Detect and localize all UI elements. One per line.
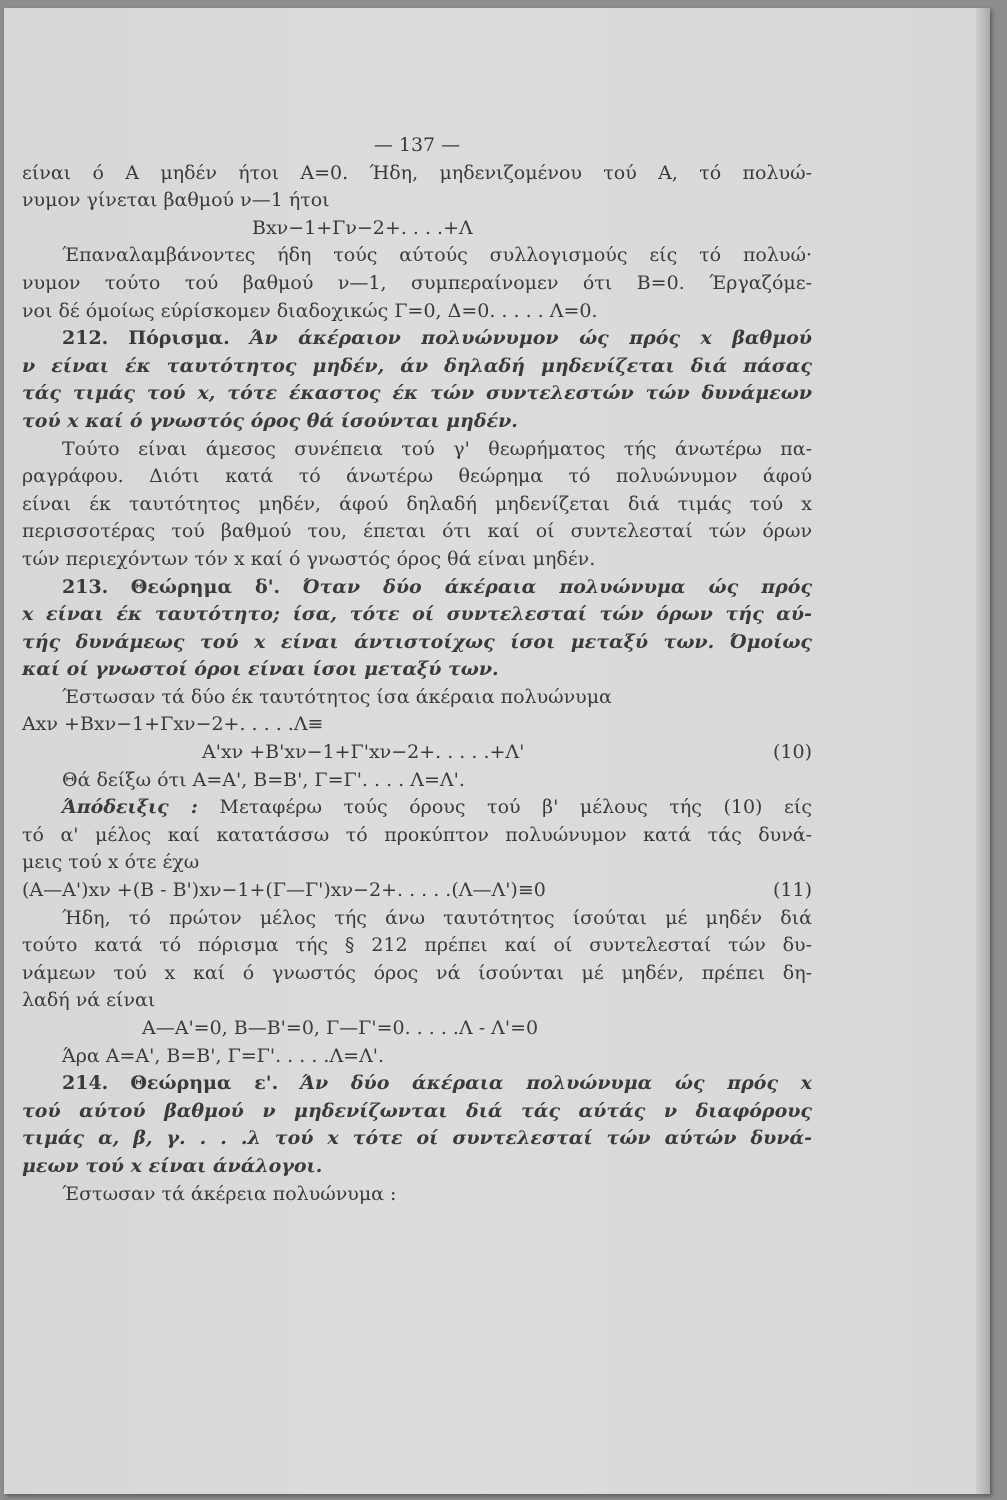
text-line: είναι ό Α μηδέν ήτοι Α=0. Ήδη, μηδενιζομένου τού Α, τό πολυώ-	[22, 161, 812, 184]
theorem-line: τής δυνάμεως τού x είναι άντιστοίχως ίσοι μεταξύ των. Όμοίως	[22, 630, 812, 653]
equation-number: (10)	[772, 741, 812, 764]
proof-label: Άπόδειξις :	[62, 796, 198, 819]
text-line: Έπαναλαμβάνοντες ήδη τούς αύτούς συλλογισμούς είς τό πολυώ·	[62, 244, 812, 267]
equation-line-2	[22, 739, 812, 767]
theorem-text: Άν δύο άκέραια πολυώνυμα ώς πρός x	[300, 1072, 812, 1095]
theorem-line: τού αύτού βαθμού ν μηδενίζωνται διά τάς αύτάς ν διαφόρους	[22, 1099, 812, 1122]
text-line: Τούτο είναι άμεσος συνέπεια τού γ' θεωρήματος τής άνωτέρω πα-	[62, 437, 812, 460]
text-line: Έστωσαν τά άκέρεια πολυώνυμα :	[62, 1182, 397, 1205]
section-214-heading	[22, 1070, 812, 1098]
claim-line: Θά δείξω ότι Α=Α', Β=Β', Γ=Γ'. . . . Λ=Λ'.	[62, 768, 465, 791]
theorem-line: τού x καί ό γνωστός όρος θά ίσούνται μηδέν.	[22, 409, 518, 432]
section-212-heading	[22, 325, 812, 353]
formula-line: Βxν−1+Γν−2+. . . .+Λ	[252, 216, 473, 239]
text-line: τό α' μέλος καί κατατάσσω τό προκύπτον πολυώνυμον κατά τάς δυνά-	[22, 823, 812, 846]
text-line: νυμον γίνεται βαθμού ν—1 ήτοι	[22, 189, 330, 212]
page-text	[22, 133, 812, 1208]
theorem-text: Όταν δύο άκέραια πολυώνυμα ώς πρός	[302, 575, 813, 598]
conclusion-line: Άρα Α=Α', Β=Β', Γ=Γ'. . . . .Λ=Λ'.	[62, 1044, 385, 1067]
proof-text: Μεταφέρω τούς όρους τού β' μέλους τής (10) είς	[219, 796, 812, 819]
section-label: Πόρισμα.	[128, 327, 230, 350]
theorem-line: καί οί γνωστοί όροι είναι ίσοι μεταξύ των.	[22, 658, 499, 681]
text-line: νυμον τούτο τού βαθμού ν—1, συμπεραίνομεν ότι Β=0. Έργαζόμε-	[22, 271, 812, 294]
section-number: 212.	[62, 327, 109, 350]
text-line: Έστωσαν τά δύο έκ ταυτότητος ίσα άκέραια πολυώνυμα	[62, 685, 612, 708]
section-number: 214.	[62, 1072, 109, 1095]
theorem-line: μεων τού x είναι άνάλογοι.	[22, 1154, 323, 1177]
equation: Α'xν +Β'xν−1+Γ'xν−2+. . . . .+Λ'	[202, 741, 525, 764]
equation: (Α—Α')xν +(Β - Β')xν−1+(Γ—Γ')xν−2+. . . . .(Λ—Λ')≡0	[22, 879, 546, 902]
section-number: 213.	[62, 575, 109, 598]
theorem-line: τιμάς α, β, γ. . . .λ τού x τότε οί συντελεσταί τών αύτών δυνά-	[22, 1127, 812, 1150]
section-label: Θεώρημα ε'.	[130, 1072, 279, 1095]
proof-line	[22, 794, 812, 822]
text-line: περισσοτέρας τού βαθμού του, έπεται ότι καί οί συντελεσταί τών όρων	[22, 520, 812, 543]
text-line: νοι δέ όμοίως εύρίσκομεν διαδοχικώς Γ=0, Δ=0. . . . . Λ=0.	[22, 299, 598, 322]
theorem-line: x είναι έκ ταυτότητο; ίσα, τότε οί συντελεσταί τών όρων τής αύ-	[22, 603, 812, 626]
text-line: τούτο κατά τό πόρισμα τής § 212 πρέπει καί οί συντελεσταί τών δυ-	[22, 934, 812, 957]
text-line: είναι έκ ταυτότητος μηδέν, άφού δηλαδή μηδενίζεται διά τιμάς τού x	[22, 492, 812, 515]
section-213-heading	[22, 574, 812, 602]
text-line: τών περιεχόντων τόν x καί ό γνωστός όρος θά είναι μηδέν.	[22, 547, 596, 570]
page-edge-shadow	[976, 8, 990, 1494]
theorem-text: Άν άκέραιον πολυώνυμον ώς πρός x βαθμού	[249, 327, 812, 350]
section-label: Θεώρημα δ'.	[130, 575, 281, 598]
text-line: λαδή νά είναι	[22, 989, 156, 1012]
page-number: — 137 —	[373, 134, 461, 156]
text-line: ραγράφου. Διότι κατά τό άνωτέρω θεώρημα τό πολυώνυμον άφού	[22, 465, 812, 488]
theorem-line: ν είναι έκ ταυτότητος μηδέν, άν δηλαδή μηδενίζεται διά πάσας	[22, 354, 812, 377]
theorem-line: τάς τιμάς τού x, τότε έκαστος έκ τών συντελεστών τών δυνάμεων	[22, 382, 812, 405]
equation-line-1: Αxν +Βxν−1+Γxν−2+. . . . .Λ≡	[22, 713, 324, 736]
equation-line-3	[22, 877, 812, 905]
text-line: μεις τού x ότε έχω	[22, 851, 200, 874]
book-page	[4, 8, 990, 1494]
text-line: νάμεων τού x καί ό γνωστός όρος νά ίσούνται μέ μηδέν, πρέπει δη-	[22, 961, 812, 984]
equation-number: (11)	[772, 879, 812, 902]
equation-line-4: Α—Α'=0, Β—Β'=0, Γ—Γ'=0. . . . .Λ - Λ'=0	[142, 1017, 539, 1039]
text-line: Ήδη, τό πρώτον μέλος τής άνω ταυτότητος ίσούται μέ μηδέν διά	[62, 906, 812, 929]
